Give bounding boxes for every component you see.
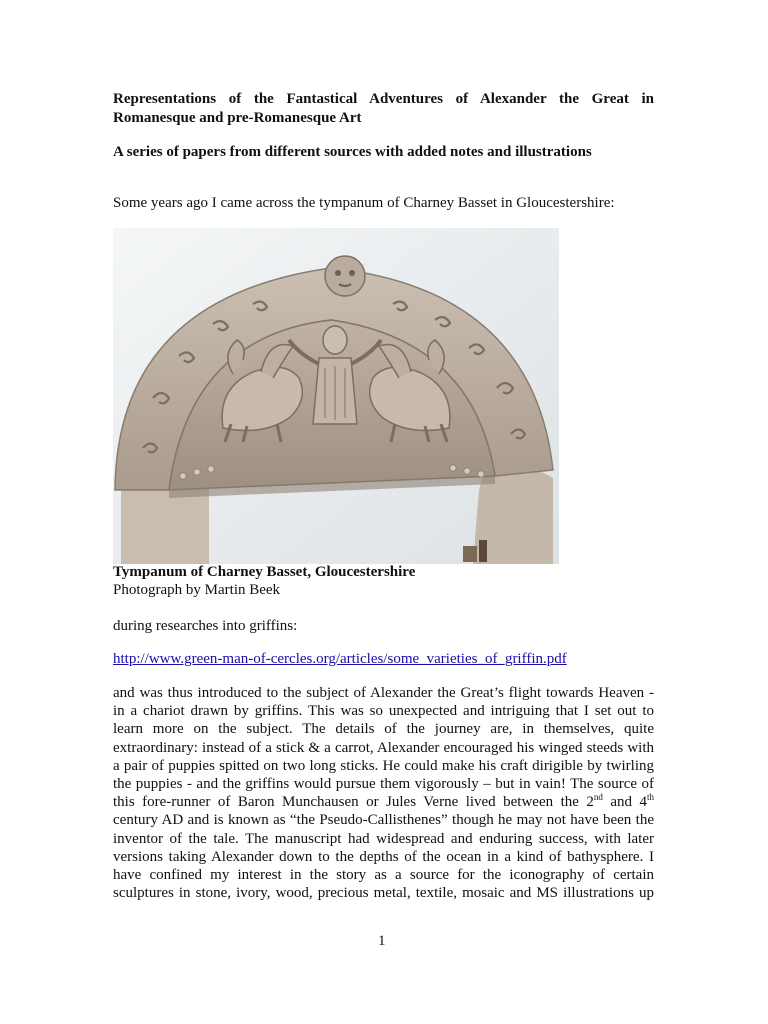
- griffin-research-line: during researches into griffins:: [113, 618, 298, 634]
- superscript-th: th: [646, 792, 654, 803]
- caption-credit: Photograph by Martin Beek: [113, 582, 281, 598]
- body-line: inventor of the tale. The manuscript had widespread and enduring success, with later: [113, 830, 654, 847]
- body-line: sculptures in stone, ivory, wood, precious metal, textile, mosaic and MS illustrations up: [113, 885, 654, 902]
- body-line: century AD and is known as “the Pseudo-Callisthenes” though he may not have been the: [113, 812, 654, 829]
- body-line: and was thus introduced to the subject of Alexander the Great’s flight towards Heaven -: [113, 685, 654, 701]
- tympanum-photograph: [113, 228, 559, 564]
- body-paragraph: [113, 684, 654, 902]
- body-line: versions taking Alexander down to the depths of the ocean in a kind of bathysphere. I: [113, 848, 654, 865]
- page-number: 1: [378, 933, 386, 949]
- document-subtitle: A series of papers from different sources with added notes and illustrations: [113, 144, 592, 160]
- body-line: in a chariot drawn by griffins. This was so unexpected and intriguing that I set out to: [113, 703, 654, 720]
- sup-line-middle: and 4: [602, 794, 647, 811]
- body-line: extraordinary: instead of a stick & a carrot, Alexander encouraged his winged steeds with: [113, 739, 654, 756]
- title-line-1: Representations of the Fantastical Adventures of Alexander the Great in: [113, 91, 654, 107]
- superscript-nd: nd: [593, 792, 603, 803]
- sup-line-before: this fore-runner of Baron Munchausen or Jules Verne lived between the 2: [113, 794, 594, 811]
- title-line-2: Romanesque and pre-Romanesque Art: [113, 110, 362, 126]
- body-line: have confined my interest in the story as a source for the iconography of certain: [113, 867, 654, 884]
- body-line-superscripts: [113, 793, 654, 811]
- caption-title: Tympanum of Charney Basset, Gloucestershire: [113, 564, 416, 580]
- body-line: the puppies - and the griffins would pursue them vigorously – but in vain! The source of: [113, 776, 654, 793]
- body-line: a pair of puppies spitted on two long sticks. He could make his craft dirigible by twirling: [113, 757, 654, 774]
- document-title: [113, 90, 654, 128]
- griffin-article-link[interactable]: http://www.green-man-of-cercles.org/articles/some_varieties_of_griffin.pdf: [113, 651, 567, 667]
- intro-paragraph: Some years ago I came across the tympanum of Charney Basset in Gloucestershire:: [113, 195, 615, 211]
- body-line: learn more on the subject. The details of the journey are, in themselves, quite: [113, 721, 654, 738]
- figure-caption: [113, 563, 415, 599]
